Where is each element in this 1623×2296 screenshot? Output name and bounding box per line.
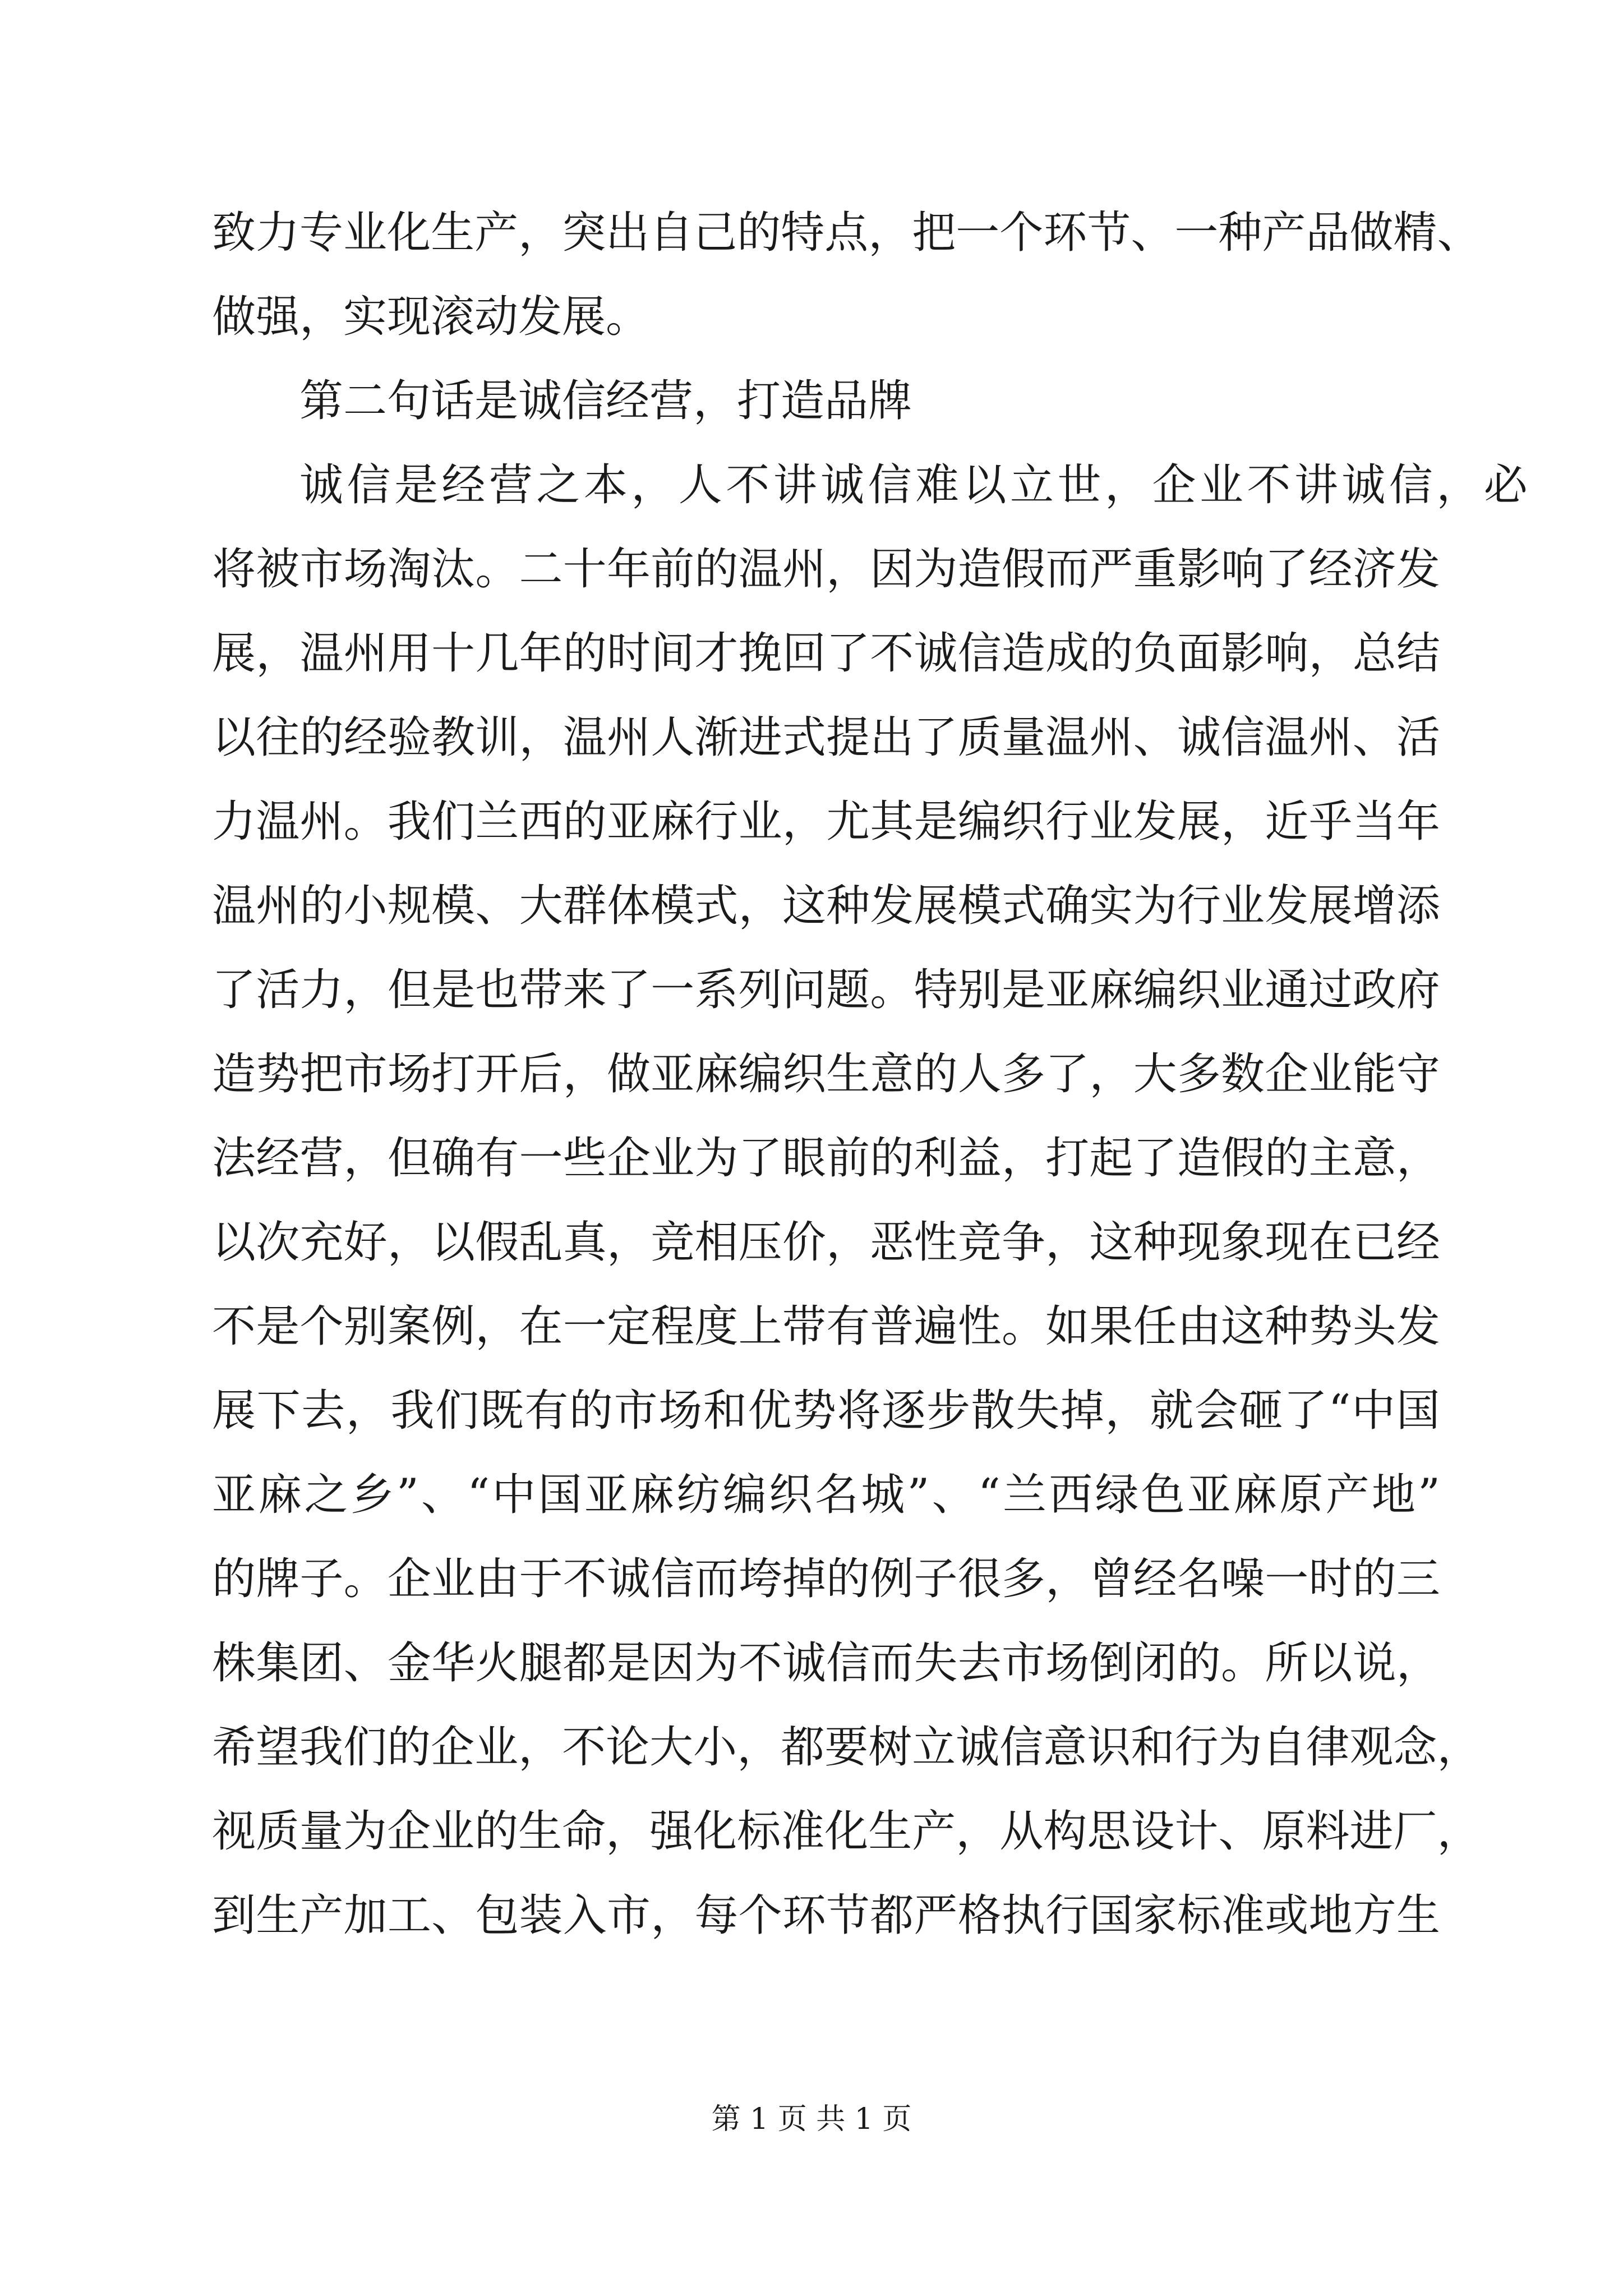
text-line: 视 质 量 为 企 业 的 生 命 ， 强 化 标 准 化 生 产 ， 从 构 思 设 计 、 原 料 进 厂 ， <box>212 1806 1481 1857</box>
paragraph-first-line: 诚 信 是 经 营 之 本 ， 人 不 讲 诚 信 难 以 立 世 ， 企 业 不 讲 诚 信 ， 必 <box>299 460 1528 510</box>
text-line: 的 牌 子 。 企 业 由 于 不 诚 信 而 垮 掉 的 例 子 很 多 ， 曾 经 名 噪 一 时 的 三 <box>212 1554 1440 1604</box>
text-line: 希 望 我 们 的 企 业 ， 不 论 大 小 ， 都 要 树 立 诚 信 意 识 和 行 为 自 律 观 念 ， <box>212 1722 1481 1773</box>
text-line: 以 次 充 好 ， 以 假 乱 真 ， 竞 相 压 价 ， 恶 性 竞 争 ， 这 种 现 象 现 在 已 经 <box>212 1217 1440 1268</box>
section-heading: 第二句话是诚信经营，打造品牌 <box>299 376 912 426</box>
text-line: 以 往 的 经 验 教 训 ， 温 州 人 渐 进 式 提 出 了 质 量 温 州 、 诚 信 温 州 、 活 <box>212 712 1440 763</box>
text-line: 力 温 州 。 我 们 兰 西 的 亚 麻 行 业 ， 尤 其 是 编 织 行 业 发 展 ， 近 乎 当 年 <box>212 797 1440 847</box>
text-line: 不 是 个 别 案 例 ， 在 一 定 程 度 上 带 有 普 遍 性 。 如 果 任 由 这 种 势 头 发 <box>212 1301 1440 1352</box>
text-line: 致 力 专 业 化 生 产 ， 突 出 自 己 的 特 点 ， 把 一 个 环 节 、 一 种 产 品 做 精 、 <box>212 208 1481 258</box>
text-line: 株 集 团 、 金 华 火 腿 都 是 因 为 不 诚 信 而 失 去 市 场 倒 闭 的 。 所 以 说 ， <box>212 1638 1440 1688</box>
text-line: 展 ， 温 州 用 十 几 年 的 时 间 才 挽 回 了 不 诚 信 造 成 的 负 面 影 响 ， 总 结 <box>212 628 1440 679</box>
text-line: 展 下 去 ， 我 们 既 有 的 市 场 和 优 势 将 逐 步 散 失 掉 ， 就 会 砸 了 “ 中 国 <box>212 1386 1440 1436</box>
text-line: 做强，实现滚动发展。 <box>212 292 650 342</box>
text-line: 到 生 产 加 工 、 包 装 入 市 ， 每 个 环 节 都 严 格 执 行 国 家 标 准 或 地 方 生 <box>212 1890 1440 1941</box>
text-line: 了 活 力 ， 但 是 也 带 来 了 一 系 列 问 题 。 特 别 是 亚 麻 编 织 业 通 过 政 府 <box>212 965 1440 1015</box>
body-text <box>212 191 1528 1958</box>
text-line: 亚 麻 之 乡 ” 、 “ 中 国 亚 麻 纺 编 织 名 城 ” 、 “ 兰 西 绿 色 亚 麻 原 产 地 ” <box>212 1470 1440 1520</box>
page-number-footer: 第 1 页 共 1 页 <box>711 2102 912 2136</box>
text-line: 法 经 营 ， 但 确 有 一 些 企 业 为 了 眼 前 的 利 益 ， 打 起 了 造 假 的 主 意 ， <box>212 1133 1440 1184</box>
text-line: 温 州 的 小 规 模 、 大 群 体 模 式 ， 这 种 发 展 模 式 确 实 为 行 业 发 展 增 添 <box>212 881 1440 931</box>
text-line: 将 被 市 场 淘 汰 。 二 十 年 前 的 温 州 ， 因 为 造 假 而 严 重 影 响 了 经 济 发 <box>212 544 1440 595</box>
text-line: 造 势 把 市 场 打 开 后 ， 做 亚 麻 编 织 生 意 的 人 多 了 ， 大 多 数 企 业 能 守 <box>212 1049 1440 1099</box>
